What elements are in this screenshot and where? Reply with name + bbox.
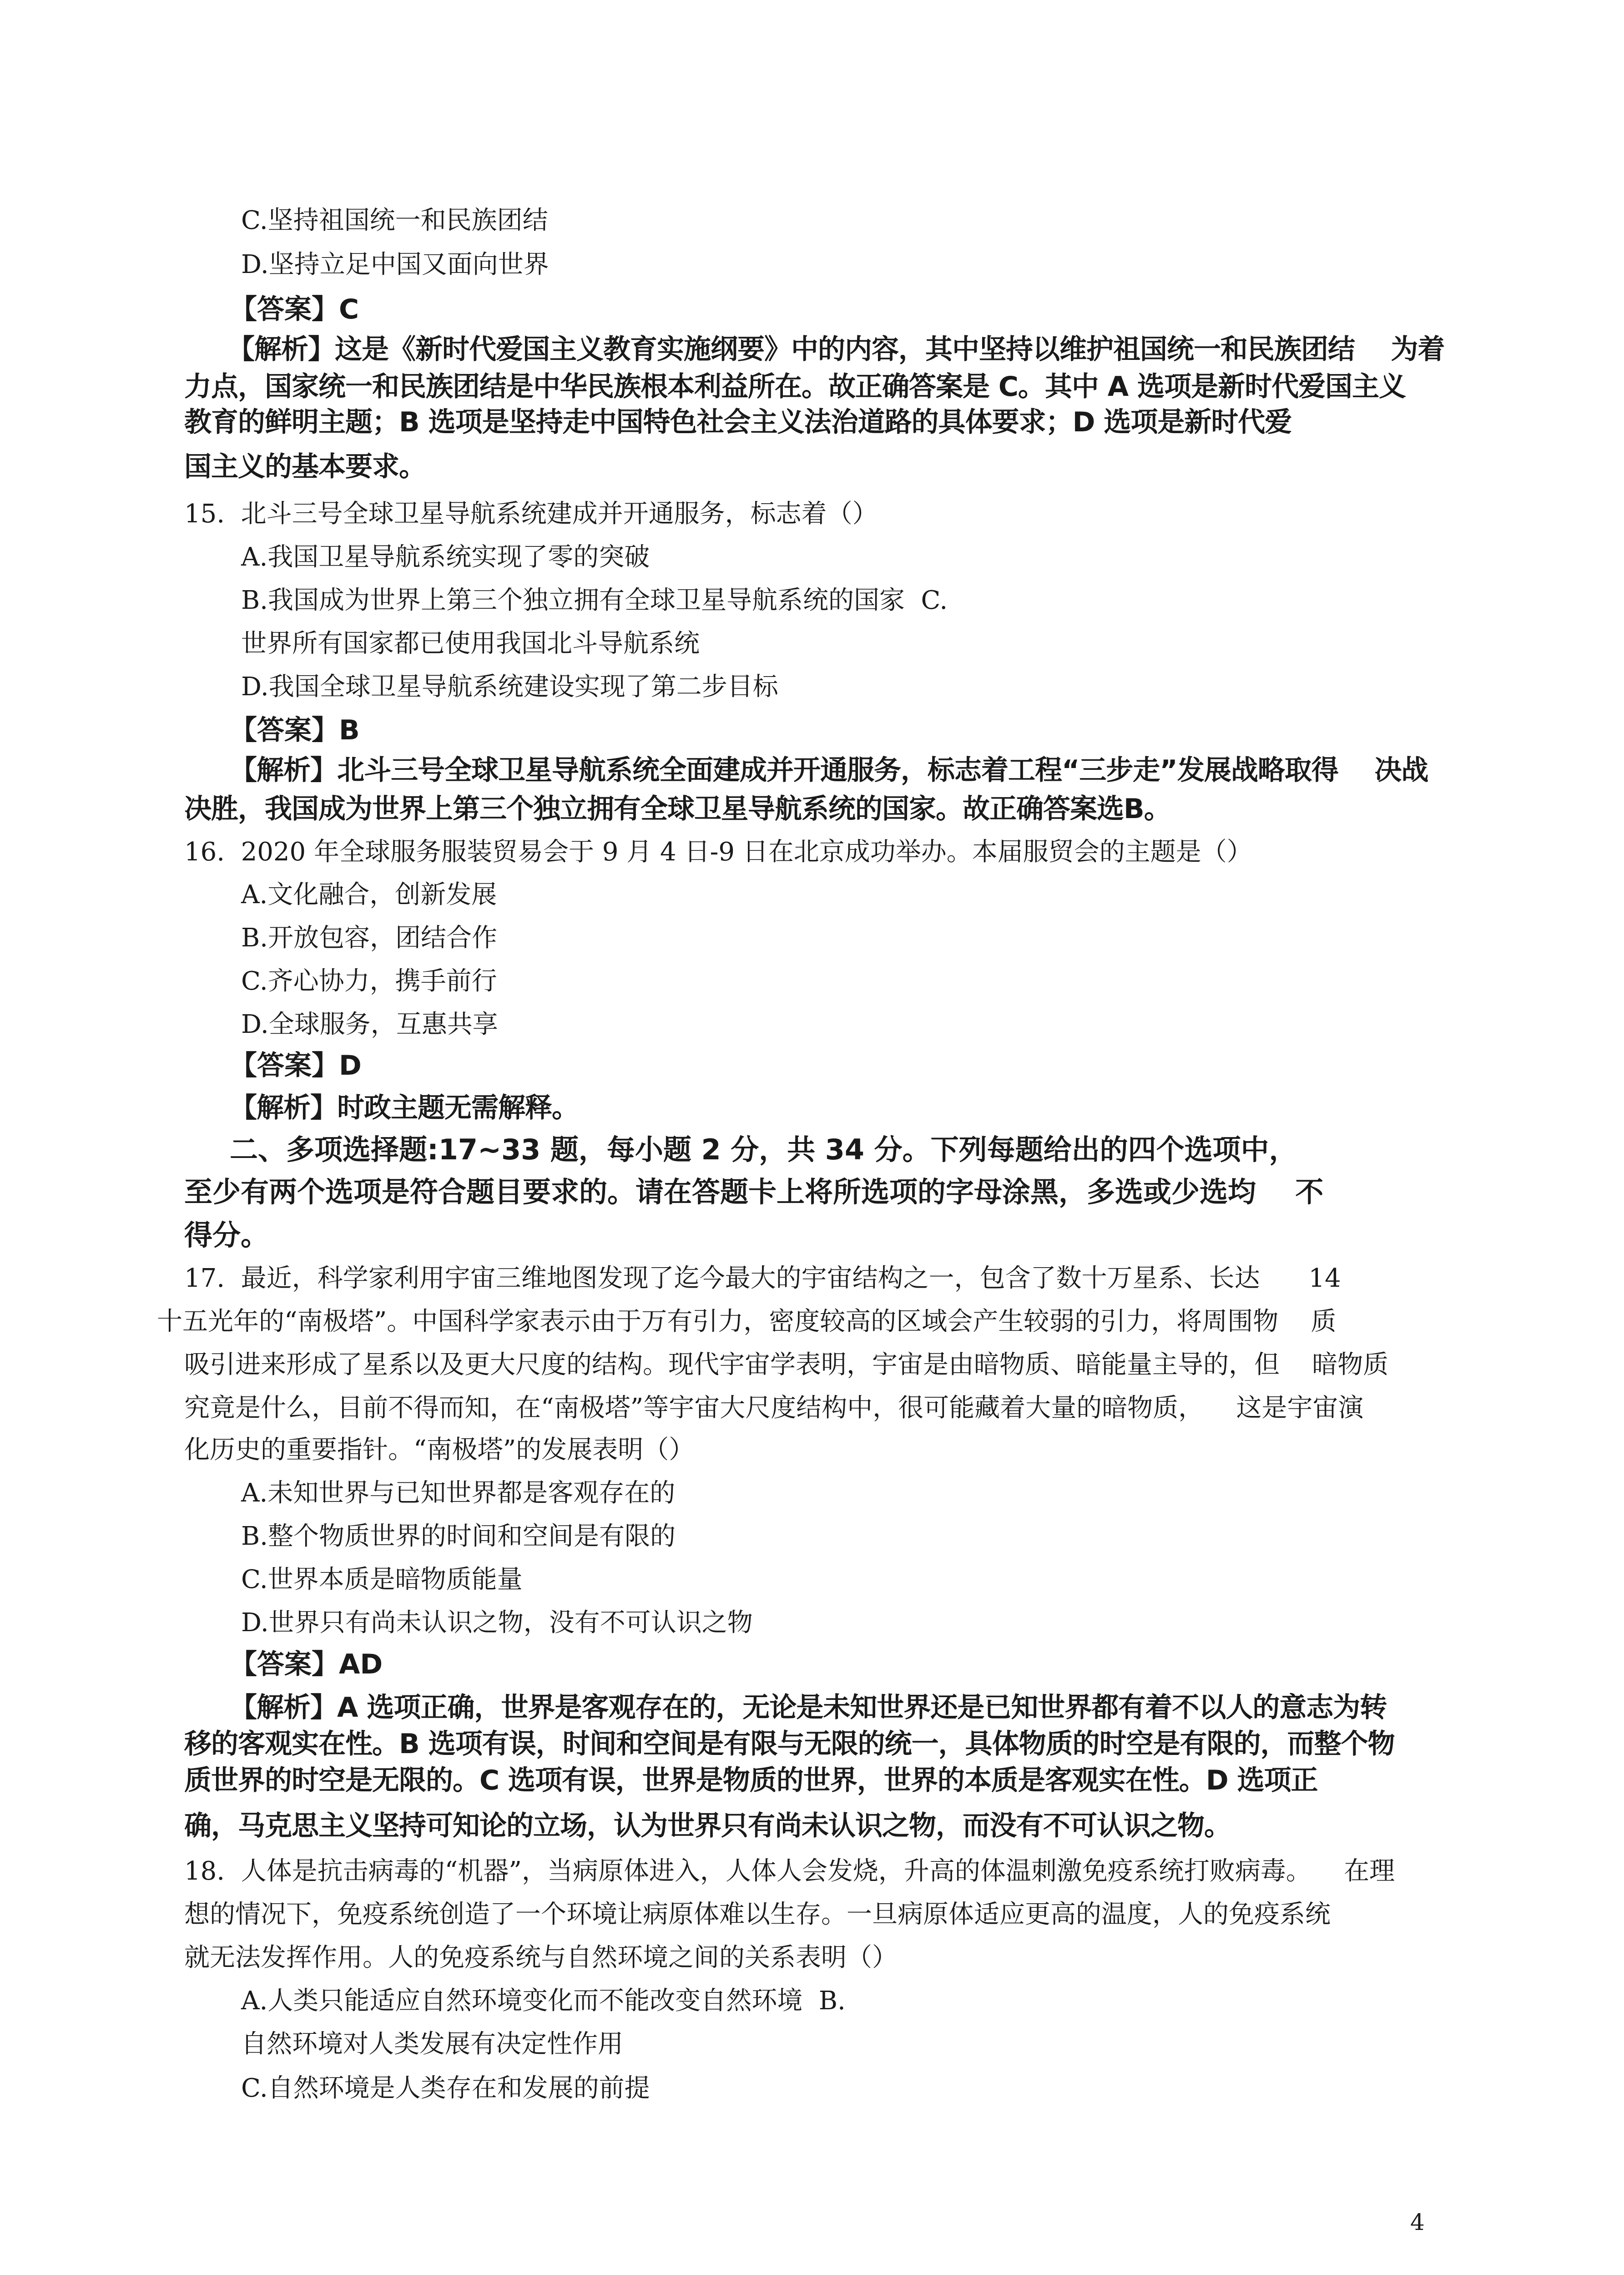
q14-explanation-line-3: 教育的鲜明主题；B 选项是坚持走中国特色社会主义法治道路的具体要求；D 选项是新时代爱 xyxy=(184,406,1292,438)
q16-option-a: A.文化融合，创新发展 xyxy=(241,880,497,910)
q17-explanation-line-2: 移的客观实在性。B 选项有误，时间和空间是有限与无限的统一，具体物质的时空是有限的，而整个物 xyxy=(184,1728,1395,1760)
q16-option-b: B.开放包容，团结合作 xyxy=(241,923,497,953)
q17-stem-line-2: 十五光年的“南极塔”。中国科学家表示由于万有引力，密度较高的区域会产生较弱的引力，将周围物 质 xyxy=(157,1307,1337,1336)
q17-answer: 【答案】AD xyxy=(230,1648,383,1680)
q17-stem-line-5: 化历史的重要指针。“南极塔”的发展表明（） xyxy=(184,1435,695,1465)
q15-stem: 15. 北斗三号全球卫星导航系统建成并开通服务，标志着（） xyxy=(184,499,878,529)
q18-stem-line-2: 想的情况下，免疫系统创造了一个环境让病原体难以生存。一旦病原体适应更高的温度，人的免疫系统 xyxy=(184,1900,1331,1929)
page-number: 4 xyxy=(1410,2209,1425,2235)
q15-option-b: B.我国成为世界上第三个独立拥有全球卫星导航系统的国家 C. xyxy=(241,586,948,615)
q16-option-c: C.齐心协力，携手前行 xyxy=(241,966,497,996)
q17-option-a: A.未知世界与已知世界都是客观存在的 xyxy=(241,1478,676,1508)
q14-explanation-line-1: 【解析】这是《新时代爱国主义教育实施纲要》中的内容，其中坚持以维护祖国统一和民族团结 为着 xyxy=(227,334,1445,365)
q17-stem-line-4: 究竟是什么，目前不得而知，在“南极塔”等宇宙大尺度结构中，很可能藏着大量的暗物质， 这是宇宙演 xyxy=(184,1393,1364,1423)
q18-stem-line-3: 就无法发挥作用。人的免疫系统与自然环境之间的关系表明（） xyxy=(184,1943,898,1972)
q17-explanation-line-3: 质世界的时空是无限的。C 选项有误，世界是物质的世界，世界的本质是客观实在性。D 选项正 xyxy=(184,1764,1318,1796)
q18-option-b: 自然环境对人类发展有决定性作用 xyxy=(241,2029,623,2059)
q15-option-c: 世界所有国家都已使用我国北斗导航系统 xyxy=(241,629,700,658)
q14-option-c: C.坚持祖国统一和民族团结 xyxy=(241,206,548,235)
section2-heading-line-2: 至少有两个选项是符合题目要求的。请在答题卡上将所选项的字母涂黑，多选或少选均 不 xyxy=(184,1175,1324,1208)
q14-answer: 【答案】C xyxy=(230,293,359,325)
q15-explanation-line-1: 【解析】北斗三号全球卫星导航系统全面建成并开通服务，标志着工程“三步走”发展战略取得 决战 xyxy=(230,754,1428,786)
q15-option-a: A.我国卫星导航系统实现了零的突破 xyxy=(241,542,650,572)
q14-explanation-line-2: 力点，国家统一和民族团结是中华民族根本利益所在。故正确答案是 C。其中 A 选项是新时代爱国主义 xyxy=(184,371,1406,403)
q17-option-b: B.整个物质世界的时间和空间是有限的 xyxy=(241,1522,676,1551)
section2-heading-line-1: 二、多项选择题:17~33 题，每小题 2 分，共 34 分。下列每题给出的四个选项中， xyxy=(230,1133,1297,1166)
q17-option-d: D.世界只有尚未认识之物，没有不可认识之物 xyxy=(241,1608,753,1638)
q16-option-d: D.全球服务，互惠共享 xyxy=(241,1010,498,1039)
q14-option-d: D.坚持立足中国又面向世界 xyxy=(241,250,549,279)
q16-stem: 16. 2020 年全球服务服装贸易会于 9 月 4 日-9 日在北京成功举办。本届服贸会的主题是（） xyxy=(184,837,1252,867)
q16-answer: 【答案】D xyxy=(230,1050,362,1082)
q17-stem-line-1: 17. 最近，科学家利用宇宙三维地图发现了迄今最大的宇宙结构之一，包含了数十万星系、长达 14 xyxy=(184,1264,1341,1293)
q17-explanation-line-4: 确，马克思主义坚持可知论的立场，认为世界只有尚未认识之物，而没有不可认识之物。 xyxy=(184,1810,1231,1842)
q17-explanation-line-1: 【解析】A 选项正确，世界是客观存在的，无论是未知世界还是已知世界都有着不以人的意志为转 xyxy=(230,1692,1387,1724)
q17-option-c: C.世界本质是暗物质能量 xyxy=(241,1565,523,1594)
q15-answer: 【答案】B xyxy=(230,714,360,746)
q14-explanation-line-4: 国主义的基本要求。 xyxy=(184,451,426,483)
q17-stem-line-3: 吸引进来形成了星系以及更大尺度的结构。现代宇宙学表明，宇宙是由暗物质、暗能量主导的，但 暗物质 xyxy=(184,1350,1389,1380)
section2-heading-line-3: 得分。 xyxy=(184,1218,269,1252)
q15-explanation-line-2: 决胜，我国成为世界上第三个独立拥有全球卫星导航系统的国家。故正确答案选B。 xyxy=(184,793,1171,825)
q18-option-a: A.人类只能适应自然环境变化而不能改变自然环境 B. xyxy=(241,1986,846,2016)
q18-stem-line-1: 18. 人体是抗击病毒的“机器”，当病原体进入，人体人会发烧，升高的体温刺激免疫系统打败病毒。 在理 xyxy=(184,1856,1395,1886)
q15-option-d: D.我国全球卫星导航系统建设实现了第二步目标 xyxy=(241,672,778,702)
q16-explanation: 【解析】时政主题无需解释。 xyxy=(230,1092,579,1124)
q18-option-c: C.自然环境是人类存在和发展的前提 xyxy=(241,2073,650,2103)
